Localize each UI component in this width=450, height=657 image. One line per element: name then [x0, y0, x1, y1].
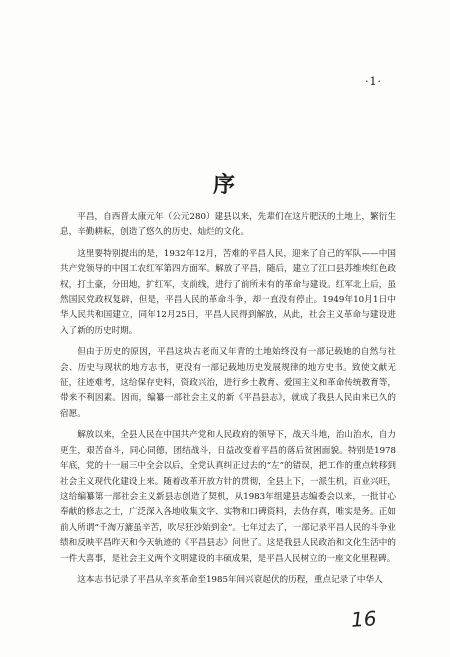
paragraph: 解放以来，全县人民在中国共产党和人民政府的领导下，战天斗地，治山治水，自力更生，艰苦奋斗，同心同德，团结战斗，日益改变着平昌的落后贫困面貌。特别是1978年底，党的十一届三中全会以后，全党认真纠正过去的“左”的错误，把工作的重点转移到社会主义现代化建设上来。随着改革开放方针的贯彻，全县上下，一派生机，百业兴旺，这给编纂第一部社会主义新县志创造了契机，从1983年组建县志编委会以来，一批甘心奉献的修志之士，广泛深入各地收集文字、实物和口碑资料，去伪存真，唯实是务。正如前人所谓“千淘万漉虽辛苦，吹尽狂沙始到金”。七年过去了，一部记录平昌人民的斗争业绩和反映平昌昨天和今天轨迹的《平昌县志》问世了。这是我县人民政治和文化生活中的一件大喜事，是社会主义两个文明建设的丰硕成果，是平昌人民树立的一座文化里程碑。 [60, 430, 396, 564]
paragraph: 平昌，自西晋太康元年（公元280）建县以来，先辈们在这片肥沃的土地上，繁衍生息，辛勤耕耘，创造了悠久的历史、灿烂的文化。 [60, 212, 396, 238]
paragraph: 但由于历史的原因，平昌这块古老而又年青的土地始终没有一部记载她的自然与社会、历史与现状的地方志书，更没有一部记载地历史发展规律的地方史书。致使文献无征，往迹难考，这给保存史料，资政兴治，进行乡土教育、爱国主义和革命传统教育等，带来不利因素。因而，编纂一部社会主义的新《平昌县志》，就成了我县人民由来已久的宿愿。 [60, 347, 396, 419]
paragraph: 这里要特别提出的是，1932年12月，苦难的平昌人民，迎来了自己的军队——中国共产党领导的中国工农红军第四方面军。解放了平昌，随后，建立了江口县苏维埃红色政权，打土豪，分田地，扩红军，支前线，进行了前所未有的革命与建设。红军北上后，虽然国民党政权复辟，但是，平昌人民的革命斗争，却一直没有停止。1949年10月1日中华人民共和国建立，同年12月25日，平昌人民得到解放，从此，社会主义革命与建设进入了新的历史时期。 [60, 248, 396, 336]
handwritten-page-note: 16 [349, 606, 377, 632]
paragraph: 这本志书记录了平昌从辛亥革命至1985年间兴衰起伏的历程，重点记录了中华人 [77, 574, 383, 585]
page-number: ·1· [365, 75, 382, 88]
body-text [60, 210, 396, 594]
page-title: 序 [212, 172, 237, 198]
